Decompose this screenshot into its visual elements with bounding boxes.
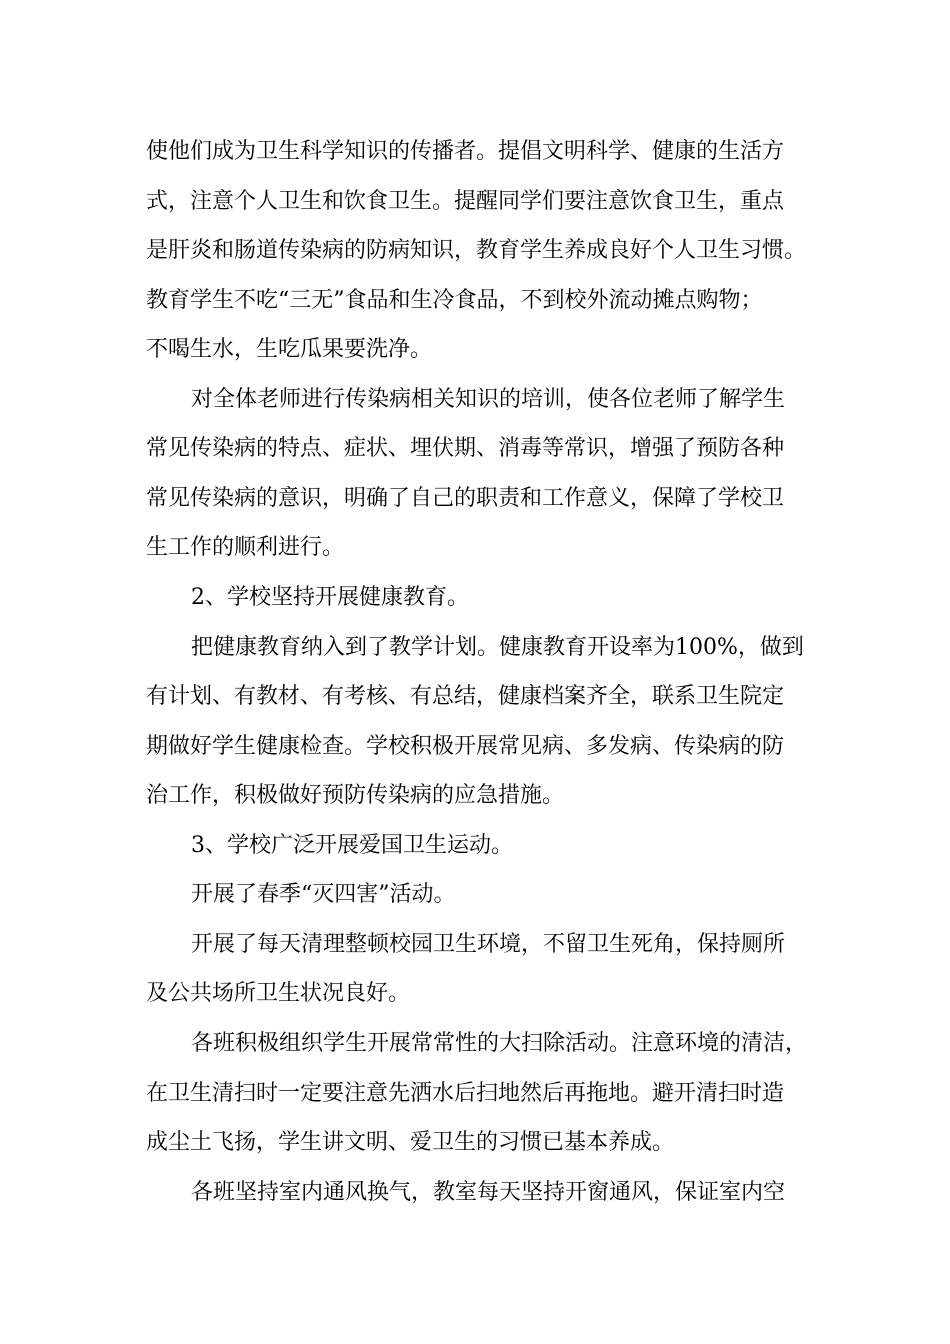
text-line-13: 期做好学生健康检查。学校积极开展常见病、多发病、传染病的防: [146, 734, 785, 759]
section-heading-2: 2、学校坚持开展健康教育。: [191, 585, 469, 610]
text-line-2: 式，注意个人卫生和饮食卫生。提醒同学们要注意饮食卫生，重点: [146, 189, 785, 214]
text-line-14: 治工作，积极做好预防传染病的应急措施。: [146, 783, 565, 808]
text-line-9: 生工作的顺利进行。: [146, 535, 345, 560]
text-line-8: 常见传染病的意识，明确了自己的职责和工作意义，保障了学校卫: [146, 486, 785, 511]
text-line-5: 不喝生水，生吃瓜果要洗净。: [146, 337, 433, 362]
text-line-3: 是肝炎和肠道传染病的防病知识，教育学生养成良好个人卫生习惯。: [146, 238, 807, 263]
text-line-21: 成尘土飞扬，学生讲文明、爱卫生的习惯已基本养成。: [146, 1130, 675, 1155]
text-line-6: 对全体老师进行传染病相关知识的培训，使各位老师了解学生: [191, 387, 786, 412]
text-line-12: 有计划、有教材、有考核、有总结，健康档案齐全，联系卫生院定: [146, 684, 785, 709]
text-line-20: 在卫生清扫时一定要注意先洒水后扫地然后再拖地。避开清扫时造: [146, 1081, 785, 1106]
text-line-1: 使他们成为卫生科学知识的传播者。提倡文明科学、健康的生活方: [146, 139, 785, 164]
text-line-17: 开展了每天清理整顿校园卫生环境，不留卫生死角，保持厕所: [191, 932, 786, 957]
text-line-19: 各班积极组织学生开展常常性的大扫除活动。注意环境的清洁，: [191, 1031, 808, 1056]
section-heading-3: 3、学校广泛开展爱国卫生运动。: [191, 833, 513, 858]
text-line-4: 教育学生不吃“三无”食品和生冷食品，不到校外流动摊点购物；: [146, 288, 763, 313]
text-line-18: 及公共场所卫生状况良好。: [146, 981, 411, 1006]
text-line-11: 把健康教育纳入到了教学计划。健康教育开设率为100%，做到: [191, 635, 804, 660]
text-line-7: 常见传染病的特点、症状、埋伏期、消毒等常识，增强了预防各种: [146, 436, 785, 461]
text-line-16: 开展了春季“灭四害”活动。: [191, 882, 456, 907]
text-line-22: 各班坚持室内通风换气，教室每天坚持开窗通风，保证室内空: [191, 1180, 786, 1205]
